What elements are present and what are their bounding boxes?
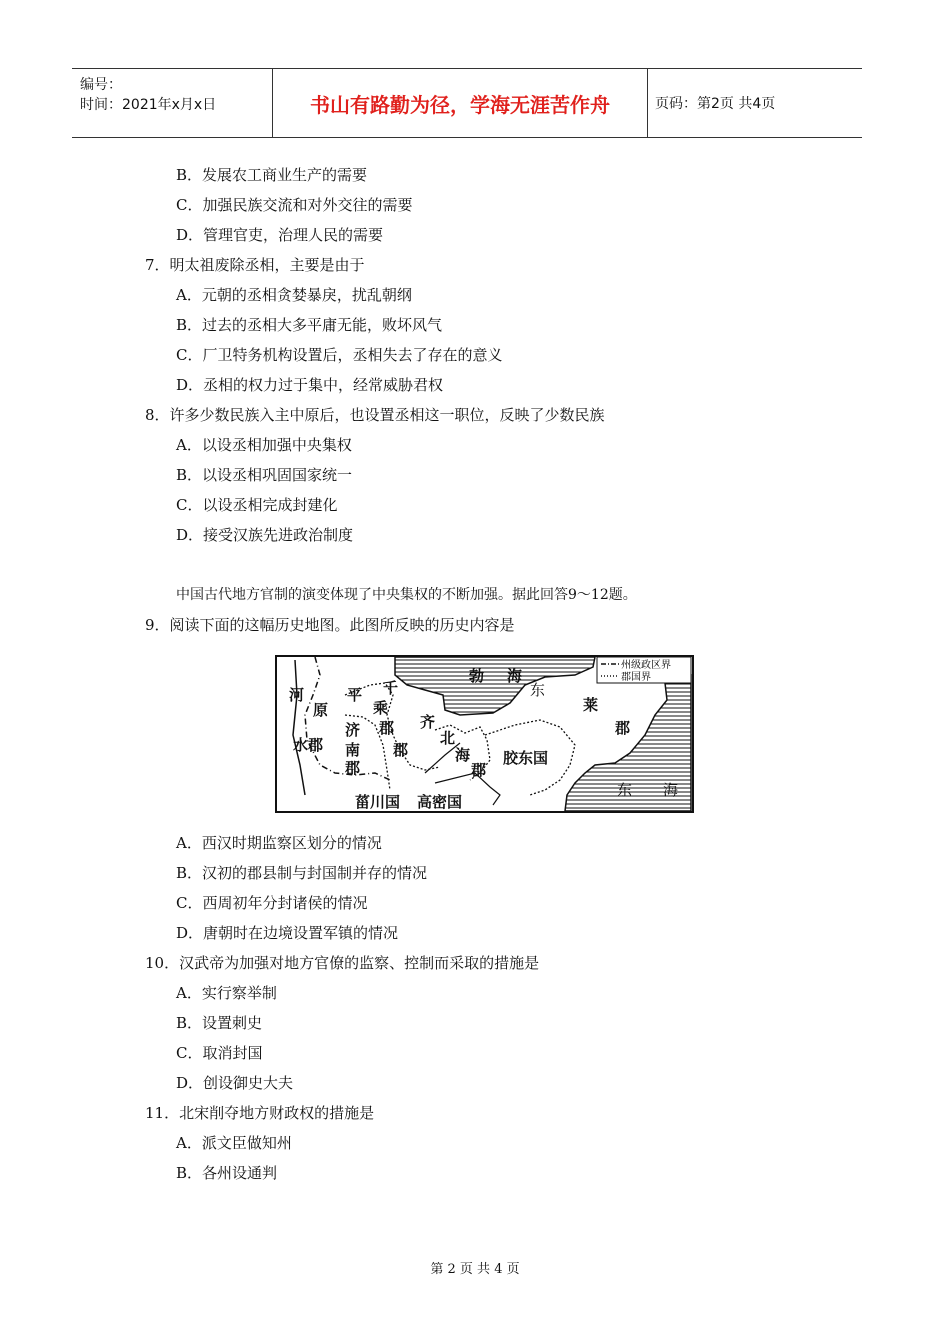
option-11b: B．各州设通判	[176, 1164, 278, 1182]
option-10a: A．实行察举制	[176, 984, 277, 1002]
time-label: 时间：2021年x月x日	[80, 97, 217, 113]
label-hai: 海	[455, 746, 471, 764]
label-jun-1: 郡	[379, 719, 395, 737]
label-jun-2: 郡	[345, 759, 361, 777]
option-8d: D．接受汉族先进政治制度	[176, 526, 354, 544]
label-lai: 莱	[583, 696, 599, 714]
page-header	[72, 68, 862, 138]
page-footer: 第 2 页 共 4 页	[430, 1262, 520, 1277]
option-9c: C．西周初年分封诸侯的情况	[176, 894, 368, 912]
option-7b: B．过去的丞相大多平庸无能，败坏风气	[176, 316, 443, 334]
label-jun-4: 郡	[471, 761, 487, 779]
option-9d: D．唐朝时在边境设置军镇的情况	[176, 924, 399, 942]
label-ping: 平	[347, 686, 363, 704]
label-jun-5: 郡	[615, 719, 631, 737]
label-he: 河	[289, 686, 305, 704]
option-10b: B．设置刺史	[176, 1014, 263, 1032]
header-meta	[72, 69, 272, 137]
label-nan: 南	[345, 741, 361, 759]
option-6b: B．发展农工商业生产的需要	[176, 166, 368, 184]
historical-map	[275, 655, 694, 813]
question-9: 9．阅读下面的这幅历史地图。此图所反映的历史内容是	[145, 616, 515, 634]
label-ji: 济	[345, 721, 361, 739]
option-6c: C．加强民族交流和对外交往的需要	[176, 196, 413, 214]
header-motto: 书山有路勤为径，学海无涯苦作舟	[272, 69, 648, 137]
option-7a: A．元朝的丞相贪婪暴戾，扰乱朝纲	[176, 286, 412, 304]
label-gaomi: 高密国	[417, 793, 463, 811]
label-cheng: 乘	[373, 699, 389, 717]
option-8a: A．以设丞相加强中央集权	[176, 436, 352, 454]
question-11: 11．北宋削夺地方财政权的措施是	[145, 1104, 375, 1122]
option-9a: A．西汉时期监察区划分的情况	[176, 834, 382, 852]
label-bohai-hai: 海	[507, 667, 523, 685]
label-qian: 千	[383, 679, 399, 697]
question-10: 10．汉武帝为加强对地方官僚的监察、控制而采取的措施是	[145, 954, 540, 972]
label-dong: 东	[530, 681, 546, 699]
option-7d: D．丞相的权力过于集中，经常威胁君权	[176, 376, 444, 394]
label-yuan: 原	[313, 701, 329, 719]
option-6d: D．管理官吏，治理人民的需要	[176, 226, 384, 244]
option-10d: D．创设御史大夫	[176, 1074, 294, 1092]
option-8c: C．以设丞相完成封建化	[176, 496, 338, 514]
legend-commandery-label: 郡国界	[621, 672, 651, 683]
option-8b: B．以设丞相巩固国家统一	[176, 466, 353, 484]
question-8: 8．许多少数民族入主中原后，也设置丞相这一职位，反映了少数民族	[145, 406, 605, 424]
page-counter: 页码：第2页 共4页	[655, 96, 776, 112]
legend-state-label: 州级政区界	[621, 660, 671, 671]
label-bei: 北	[440, 729, 456, 747]
option-7c: C．厂卫特务机构设置后，丞相失去了存在的意义	[176, 346, 503, 364]
section-intro: 中国古代地方官制的演变体现了中央集权的不断加强。据此回答9～12题。	[176, 587, 637, 603]
label-qi: 齐	[420, 713, 436, 731]
label-jiaodong: 胶东国	[503, 749, 549, 767]
label-jun-3: 郡	[393, 741, 409, 759]
label-zichuan: 菑川国	[355, 793, 401, 811]
option-11a: A．派文臣做知州	[176, 1134, 292, 1152]
option-10c: C．取消封国	[176, 1044, 263, 1062]
option-9b: B．汉初的郡县制与封国制并存的情况	[176, 864, 428, 882]
label-east: 东	[617, 781, 633, 799]
question-7: 7．明太祖废除丞相，主要是由于	[145, 256, 365, 274]
label-shui-jun: 水郡	[293, 736, 324, 754]
label-bo: 勃	[469, 667, 485, 685]
code-label: 编号：	[80, 77, 122, 93]
label-east-hai: 海	[663, 781, 679, 799]
